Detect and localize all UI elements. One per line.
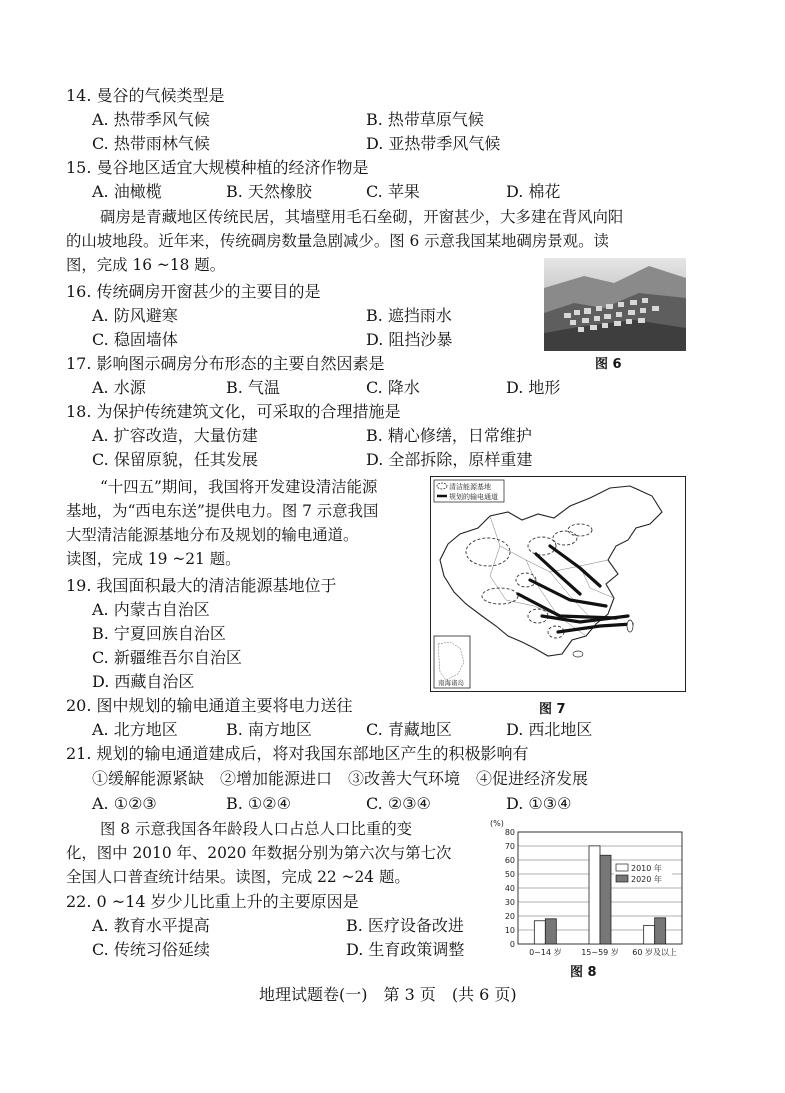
- q17-stem: 17. 影响图示碉房分布形态的主要自然因素是: [66, 354, 385, 373]
- q18-option-c: C. 保留原貌，任其发展: [92, 450, 258, 469]
- q17-option-b: B. 气温: [226, 378, 280, 397]
- y-tick-label: 0: [509, 940, 515, 949]
- q22-option-c: C. 传统习俗延续: [92, 940, 210, 959]
- legend-swatch: [616, 864, 628, 871]
- y-axis-unit: (%): [490, 819, 504, 828]
- map-legend: [434, 480, 504, 502]
- intro19-line-4: 读图，完成 19 ~21 题。: [66, 550, 241, 568]
- q19-option-b: B. 宁夏回族自治区: [92, 624, 226, 643]
- q19-stem: 19. 我国面积最大的清洁能源基地位于: [66, 576, 337, 595]
- q20-option-c: C. 青藏地区: [366, 720, 452, 739]
- q14-option-a: A. 热带季风气候: [92, 110, 210, 129]
- q15-stem: 15. 曼谷地区适宜大规模种植的经济作物是: [66, 158, 369, 177]
- q16-option-c: C. 稳固墙体: [92, 330, 178, 349]
- figure-7-caption: 图 7: [539, 702, 566, 717]
- q20-option-b: B. 南方地区: [226, 720, 312, 739]
- q21-option-b: B. ①②④: [226, 794, 291, 813]
- q22-option-b: B. 医疗设备改进: [346, 916, 464, 935]
- x-tick-label: 60 岁及以上: [632, 948, 678, 957]
- q22-stem: 22. 0 ~14 岁少儿比重上升的主要原因是: [66, 892, 359, 911]
- q17-option-a: A. 水源: [92, 378, 146, 397]
- y-tick-label: 60: [504, 856, 515, 865]
- q22-option-a: A. 教育水平提高: [92, 916, 210, 935]
- q14-stem: 14. 曼谷的气候类型是: [66, 86, 225, 105]
- page-footer: 地理试题卷(一) 第 3 页 (共 6 页): [259, 985, 517, 1004]
- figure-6-caption: 图 6: [595, 357, 622, 372]
- q15-option-c: C. 苹果: [366, 182, 420, 201]
- q21-option-a: A. ①②③: [92, 794, 157, 813]
- q21-statements: ①缓解能源紧缺 ②增加能源进口 ③改善大气环境 ④促进经济发展: [92, 769, 589, 788]
- figure-8-chart: [488, 816, 688, 962]
- q15-option-b: B. 天然橡胶: [226, 182, 312, 201]
- figure-8-caption: 图 8: [570, 965, 597, 980]
- intro16-line-3: 图，完成 16 ~18 题。: [66, 256, 226, 274]
- q15-option-d: D. 棉花: [506, 182, 561, 201]
- q14-option-d: D. 亚热带季风气候: [366, 134, 501, 153]
- y-tick-label: 50: [504, 870, 515, 879]
- q20-option-d: D. 西北地区: [506, 720, 593, 739]
- q20-option-a: A. 北方地区: [92, 720, 178, 739]
- bar: [655, 918, 666, 944]
- legend-label: 2020 年: [631, 875, 662, 884]
- bar: [589, 846, 600, 944]
- q18-stem: 18. 为保护传统建筑文化，可采取的合理措施是: [66, 402, 401, 421]
- q21-stem: 21. 规划的输电通道建成后，将对我国东部地区产生的积极影响有: [66, 744, 529, 763]
- q15-option-a: A. 油橄榄: [92, 182, 162, 201]
- y-tick-label: 20: [504, 912, 515, 921]
- q19-option-a: A. 内蒙古自治区: [92, 600, 210, 619]
- x-tick-label: 0~14 岁: [529, 948, 562, 957]
- q14-option-b: B. 热带草原气候: [366, 110, 484, 129]
- bar: [534, 921, 545, 944]
- q16-option-b: B. 遮挡雨水: [366, 306, 452, 325]
- intro19-line-2: 基地，为“西电东送”提供电力。图 7 示意我国: [66, 502, 379, 520]
- intro19-line-3: 大型清洁能源基地分布及规划的输电通道。: [66, 526, 359, 544]
- age-structure-bar-chart: [488, 816, 688, 962]
- legend-swatch: [616, 875, 628, 882]
- q21-option-d: D. ①③④: [506, 794, 572, 813]
- figure-7-map: [430, 476, 686, 692]
- intro16-line-1: 碉房是青藏地区传统民居，其墙壁用毛石垒砌，开窗甚少，大多建在背风向阳: [100, 208, 624, 226]
- q17-option-c: C. 降水: [366, 378, 420, 397]
- q20-stem: 20. 图中规划的输电通道主要将电力送往: [66, 696, 353, 715]
- bar: [644, 925, 655, 944]
- q16-option-d: D. 阻挡沙暴: [366, 330, 453, 349]
- y-tick-label: 40: [504, 884, 515, 893]
- q16-option-a: A. 防风避寒: [92, 306, 178, 325]
- q21-option-c: C. ②③④: [366, 794, 431, 813]
- q17-option-d: D. 地形: [506, 378, 561, 397]
- intro16-line-2: 的山坡地段。近年来，传统碉房数量急剧减少。图 6 示意我国某地碉房景观。读: [66, 232, 609, 250]
- intro19-line-1: “十四五”期间，我国将开发建设清洁能源: [100, 478, 378, 496]
- y-tick-label: 70: [504, 842, 515, 851]
- intro22-line-2: 化，图中 2010 年、2020 年数据分别为第六次与第七次: [66, 844, 452, 862]
- inset-label: 南海诸岛: [438, 679, 464, 687]
- q22-option-d: D. 生育政策调整: [346, 940, 465, 959]
- y-tick-label: 10: [504, 926, 515, 935]
- legend-channel-label: 规划的输电通道: [449, 493, 498, 501]
- legend-base-label: 清洁能源基地: [449, 483, 491, 491]
- figure-6-photo: [544, 258, 686, 351]
- q16-stem: 16. 传统碉房开窗甚少的主要目的是: [66, 282, 321, 301]
- q18-option-b: B. 精心修缮，日常维护: [366, 426, 532, 445]
- legend-label: 2010 年: [631, 864, 662, 873]
- bar: [600, 855, 611, 944]
- x-tick-label: 15~59 岁: [581, 948, 619, 957]
- y-tick-label: 80: [504, 828, 515, 837]
- intro22-line-3: 全国人口普查统计结果。读图，完成 22 ~24 题。: [66, 868, 410, 886]
- diaofang-landscape-photo: [544, 258, 686, 351]
- q19-option-c: C. 新疆维吾尔自治区: [92, 648, 242, 667]
- q18-option-d: D. 全部拆除，原样重建: [366, 450, 533, 469]
- intro22-line-1: 图 8 示意我国各年龄段人口占总人口比重的变: [100, 820, 412, 838]
- china-energy-map: [430, 476, 686, 692]
- q14-option-c: C. 热带雨林气候: [92, 134, 210, 153]
- bar: [545, 919, 556, 944]
- y-tick-label: 30: [504, 898, 515, 907]
- q18-option-a: A. 扩容改造，大量仿建: [92, 426, 258, 445]
- q19-option-d: D. 西藏自治区: [92, 672, 195, 691]
